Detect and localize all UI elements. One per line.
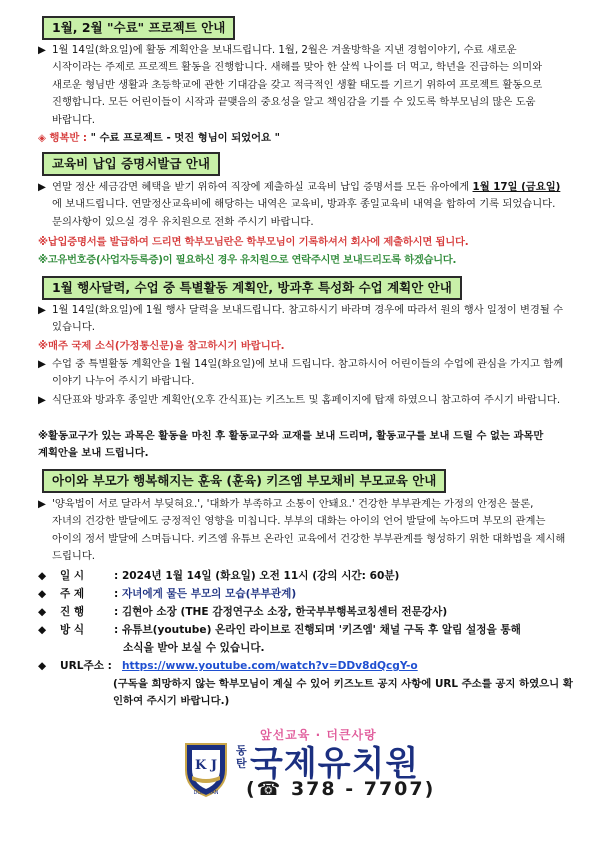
info-colon: : [114, 606, 122, 618]
district-char-1: 동 [236, 744, 247, 757]
kindergarten-logo [180, 726, 436, 806]
happy-class-label: ◈ 행복반 : [38, 132, 91, 144]
subscription-note: (구독을 희망하지 않는 학부모님이 계실 수 있어 키즈노트 공지 사항에 URL 주소를 공지 하였으니 확인하여 주시기 바랍니다.) [113, 678, 573, 707]
info-value: 김현아 소장 (THE 감정연구소 소장, 한국부부행복코칭센터 전문강사) [121, 606, 448, 618]
school-district [236, 744, 250, 770]
url-label: URL주소 : [60, 660, 112, 672]
info-value: 유튜브(youtube) 온라인 라이브로 진행되며 '키즈엠' 채널 구독 후 알림 설정을 통해 [121, 624, 521, 636]
bullet-icon: ▶ [38, 358, 46, 370]
motto-part-a: 앞선교육 [260, 728, 311, 742]
diamond-icon: ◆ [38, 624, 47, 636]
diamond-icon: ◆ [38, 570, 47, 582]
event-calendar-paragraph: 1월 14일(화요일)에 1월 행사 달력을 보내드립니다. 참고하시기 바라며 경우에 따라서 원의 행사 일정이 변경될 수 있습니다. [52, 304, 564, 334]
teaching-aid-note: ※활동교구가 있는 과목은 활동을 마친 후 활동교구와 교재를 보내 드리며, 활동교구를 보내 드릴 수 없는 과목만 계획안을 보내 드립니다. [38, 430, 544, 460]
motto-part-b: 더큰사랑 [326, 728, 377, 742]
info-value: 자녀에게 물든 부모의 모습(부부관계) [121, 588, 297, 600]
district-char-2: 탄 [236, 757, 247, 770]
happy-class-line [38, 130, 568, 147]
seal-letters: K J [195, 758, 217, 773]
info-label: 일 시 [60, 570, 85, 582]
bullet-icon: ▶ [38, 44, 46, 56]
bullet-icon: ▶ [38, 498, 46, 510]
info-row-datetime [38, 568, 399, 585]
school-phone: (☎ 378 - 7707) [246, 778, 436, 800]
section-title-tuition-certificate: 교육비 납입 증명서발급 안내 [42, 152, 220, 176]
section-title-parent-education: 아이와 부모가 행복해지는 훈육 (훈육) 키즈엠 부모채비 부모교육 안내 [42, 469, 446, 493]
school-seal-icon [180, 736, 232, 798]
info-row-method [38, 622, 521, 639]
tuition-text-b: 에 보내드립니다. 연말정산교육비에 해당하는 내역은 교육비, 방과후 종일교육비 내역을 합하여 기록 되었습니다. 문의사항이 있으실 경우 유치원으로 전화 주시기 바랍니다. [52, 198, 556, 228]
info-method-continued: 소식을 받아 보실 수 있습니다. [123, 642, 265, 654]
info-row-host [38, 604, 447, 621]
bullet-icon: ▶ [38, 394, 46, 406]
tuition-text-a: 연말 정산 세금감면 혜택을 받기 위하여 직장에 제출하실 교육비 납입 증명서를 모든 유아에게 [52, 181, 473, 193]
bullet-icon: ▶ [38, 181, 46, 193]
seal-caption: DONGTAN [193, 790, 219, 796]
diamond-icon: ◆ [38, 660, 47, 672]
section-title-event-calendar: 1월 행사달력, 수업 중 특별활동 계획안, 방과후 특성화 수업 계획안 안내 [42, 276, 462, 300]
certificate-note-1: ※납입증명서를 발급하여 드리면 학부모님란은 학부모님이 기록하셔서 회사에 제출하시면 됩니다. [38, 236, 469, 248]
diamond-icon: ◆ [38, 606, 47, 618]
menu-plan-paragraph: 식단표와 방과후 종일반 계획안(오후 간식표)는 키즈노트 및 홈페이지에 탑재 하였으니 참고하여 주시기 바랍니다. [52, 394, 561, 406]
special-activity-paragraph: 수업 중 특별활동 계획안을 1월 14일(화요일)에 보내 드립니다. 참고하시어 어린이들의 수업에 관심을 가지고 함께 이야기 나누어 주시기 바랍니다. [52, 358, 564, 388]
info-label: 주 제 [60, 588, 85, 600]
certificate-note-2: ※고유번호증(사업자등록증)이 필요하신 경우 유치원으로 연락주시면 보내드리도록 하겠습니다. [38, 254, 457, 266]
info-colon: : [114, 588, 122, 600]
tuition-date: 1월 17일 (금요일) [472, 181, 561, 193]
info-label: 방 식 [60, 624, 85, 636]
parent-education-paragraph: '양육법이 서로 달라서 부딪혀요.', '대화가 부족하고 소통이 안돼요.' 건강한 부부관계는 가정의 안정은 물론, 자녀의 건강한 발달에도 긍정적인 영향을 미칩니다. 부부의 대화는 아이의 언어 발달에 녹아드며 부모의 관계는 아이의 정서 발달에 스며듭니다. 키즈엠 유튜브 온라인 교육에서 건강한 부부관계를 형성하기 위한 대화법을 제시해 드립니다. [52, 498, 566, 563]
youtube-url-link[interactable]: https://www.youtube.com/watch?v=DDv8dQcgY-o [122, 660, 418, 672]
section-title-graduation-project: 1월, 2월 "수료" 프로젝트 안내 [42, 16, 235, 40]
motto-separator: · [315, 728, 322, 742]
graduation-project-paragraph: 1월 14일(화요일)에 활동 계획안을 보내드립니다. 1월, 2월은 겨울방학을 지낸 경험이야기, 수료 새로운 시작이라는 주제로 프로젝트 활동을 진행합니다. 새해를 맞아 한 살씩 나이를 더 먹고, 학년을 진급하는 의미와 새로운 형님반 생활과 초등학교에 관한 기대감을 갖고 적극적인 생활 태도를 기르기 위하여 프로젝트 활동으로 진행합니다. 모든 어린이들이 시작과 끝맺음의 중요성을 알고 책임감을 기를 수 있도록 학부모님의 많은 도움 바랍니다. [52, 44, 543, 126]
info-row-topic [38, 586, 296, 603]
info-colon: : [114, 570, 122, 582]
info-label: 진 행 [60, 606, 85, 618]
info-row-url [38, 658, 418, 675]
diamond-icon: ◆ [38, 588, 47, 600]
info-colon: : [114, 624, 122, 636]
weekly-news-note: ※매주 국제 소식(가정통신문)을 참고하시기 바랍니다. [38, 340, 285, 352]
tuition-certificate-paragraph [52, 179, 566, 231]
school-name: 국제유치원 [250, 744, 420, 784]
happy-class-value: " 수료 프로젝트 - 멋진 형님이 되었어요 " [90, 132, 280, 144]
bullet-icon: ▶ [38, 304, 46, 316]
info-value: 2024년 1월 14일 (화요일) 오전 11시 (강의 시간: 60분) [121, 570, 400, 582]
